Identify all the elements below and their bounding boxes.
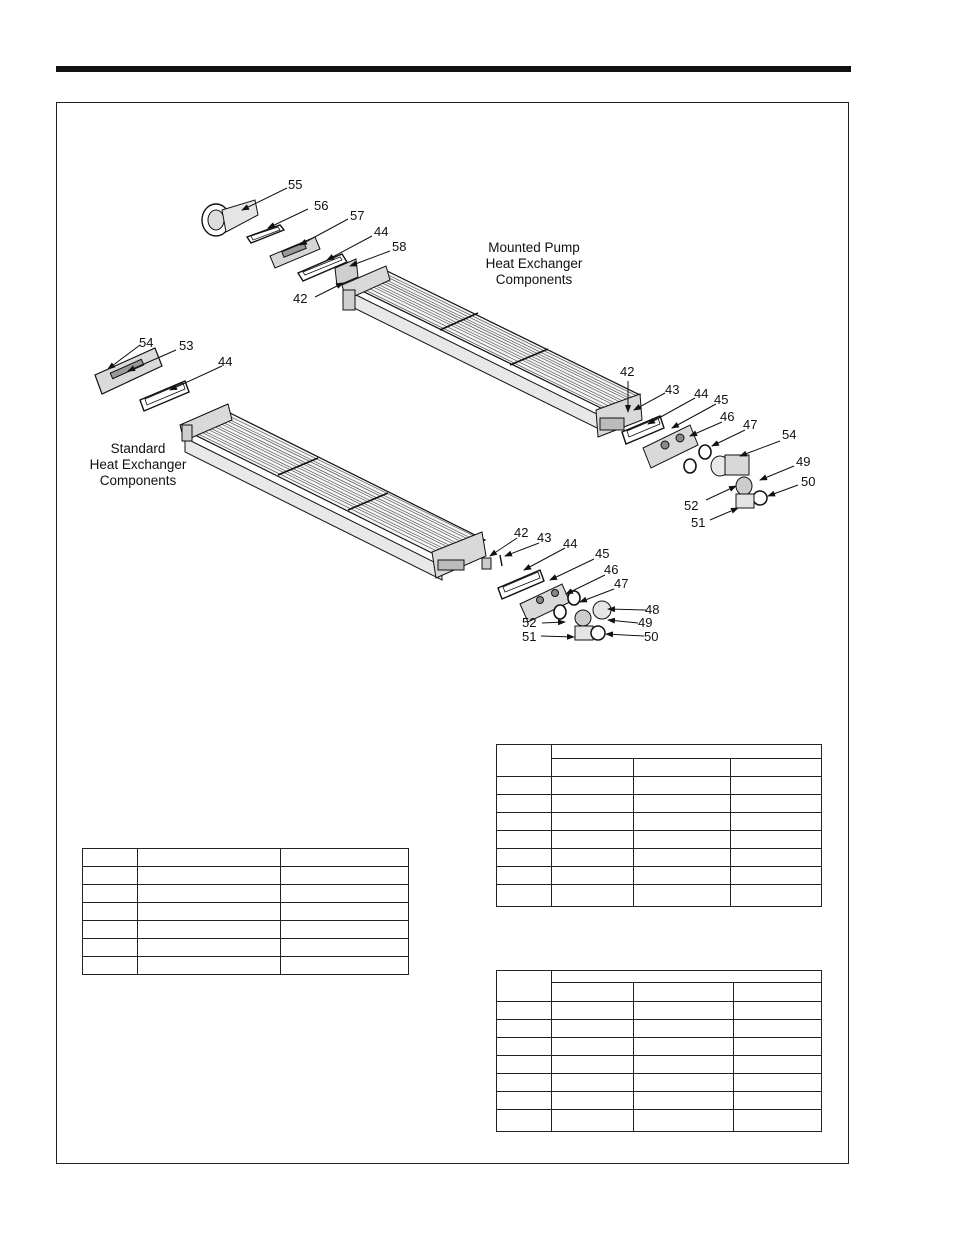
caption-standard <box>90 441 187 488</box>
table-row <box>497 971 822 983</box>
svg-text:Heat Exchanger: Heat Exchanger <box>89 457 187 472</box>
callout: 44 <box>563 536 578 551</box>
table-row <box>497 831 822 849</box>
svg-text:Heat Exchanger: Heat Exchanger <box>485 256 583 271</box>
table-row <box>497 1056 822 1074</box>
table-row <box>83 921 409 939</box>
table-left <box>82 848 409 975</box>
table-row <box>83 957 409 975</box>
svg-text:Components: Components <box>99 473 177 488</box>
table-right-top <box>496 744 822 907</box>
table-row <box>497 1038 822 1056</box>
callout: 42 <box>293 291 308 306</box>
callout: 47 <box>614 576 629 591</box>
callout: 42 <box>620 364 635 379</box>
table-row <box>497 1092 822 1110</box>
table-row <box>83 867 409 885</box>
callout: 45 <box>595 546 610 561</box>
callout: 51 <box>522 629 537 644</box>
callout: 58 <box>392 239 407 254</box>
table-row <box>497 1002 822 1020</box>
callout: 54 <box>139 335 154 350</box>
table-row <box>497 813 822 831</box>
svg-text:Components: Components <box>495 272 573 287</box>
callout: 44 <box>218 354 233 369</box>
callout: 42 <box>514 525 529 540</box>
callout: 44 <box>694 386 709 401</box>
table-row <box>497 849 822 867</box>
table-row <box>497 867 822 885</box>
callout: 52 <box>684 498 699 513</box>
callout: 46 <box>604 562 619 577</box>
standard-left-parts <box>95 348 189 411</box>
standard-heat-exchanger <box>180 404 486 580</box>
table-right-bottom <box>496 970 822 1132</box>
svg-text:Standard: Standard <box>110 441 166 456</box>
callout: 46 <box>720 409 735 424</box>
caption-mounted-pump <box>486 240 583 287</box>
callout: 47 <box>743 417 758 432</box>
callout: 49 <box>638 615 653 630</box>
callout: 52 <box>522 615 537 630</box>
callout: 43 <box>665 382 680 397</box>
table-row <box>497 745 822 759</box>
table-row <box>83 903 409 921</box>
callout: 45 <box>714 392 729 407</box>
table-row <box>497 1020 822 1038</box>
callout: 48 <box>645 602 660 617</box>
callout: 50 <box>801 474 816 489</box>
table-row <box>83 939 409 957</box>
callout: 50 <box>644 629 659 644</box>
callout: 55 <box>288 177 303 192</box>
table-row <box>497 885 822 907</box>
table-row <box>497 1110 822 1132</box>
callout: 51 <box>691 515 706 530</box>
mounted-top-parts <box>202 200 358 286</box>
callout: 57 <box>350 208 365 223</box>
mounted-heat-exchanger <box>342 266 642 437</box>
table-row <box>497 777 822 795</box>
callout: 49 <box>796 454 811 469</box>
callout: 44 <box>374 224 389 239</box>
table-row <box>497 795 822 813</box>
table-row <box>497 1074 822 1092</box>
callout: 56 <box>314 198 329 213</box>
callout: 43 <box>537 530 552 545</box>
callout: 54 <box>782 427 797 442</box>
callout: 53 <box>179 338 194 353</box>
svg-text:Mounted Pump: Mounted Pump <box>488 240 580 255</box>
table-row <box>83 849 409 867</box>
table-row <box>83 885 409 903</box>
